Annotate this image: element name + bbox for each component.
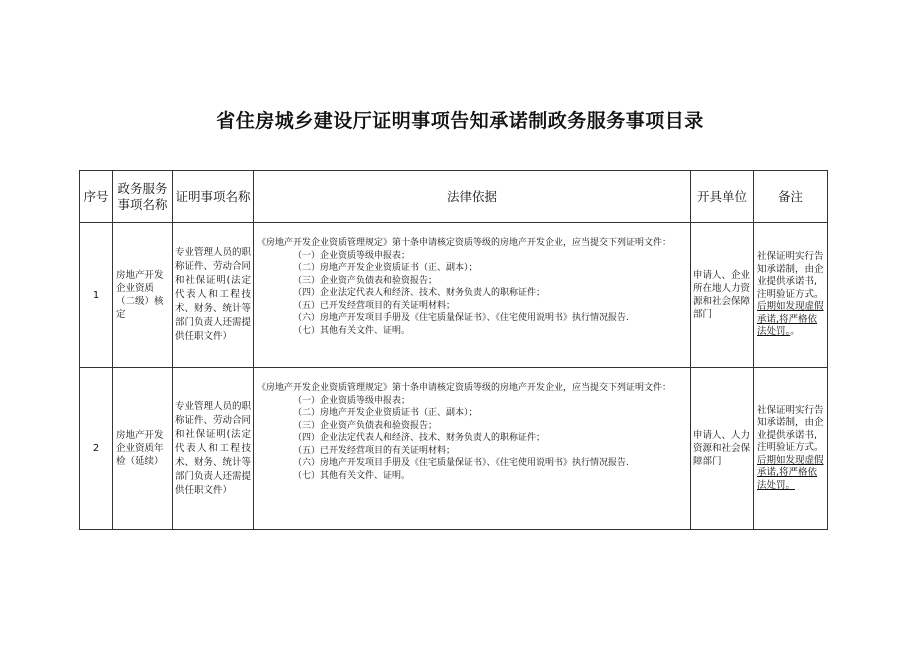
- remark-text: 社保证明实行告知承诺制，由企业提供承诺书,注明验证方式。: [757, 404, 824, 454]
- header-basis: 法律依据: [254, 171, 691, 223]
- basis-main-text: 《房地产开发企业资质管理规定》第十条申请核定资质等级的房地产开发企业，应当提交下列证明文件：: [257, 238, 672, 248]
- basis-list-item: （三）企业资产负债表和验资报告；: [293, 420, 438, 431]
- basis-list-item: （一）企业资质等级申报表；: [293, 395, 411, 406]
- basis-list-item: （二）房地产开发企业资质证书（正、副本）；: [293, 408, 478, 418]
- certificate-item: 专业管理人员的职称证件、劳动合同和社保证明(法定代表人和工程技术、财务、统计等部门负责人还需提供任职文件）: [173, 223, 254, 368]
- service-catalog-table: [79, 170, 828, 530]
- legal-basis: [254, 223, 691, 368]
- remark-underlined-text: 后期如发现虚假承诺,将严格依法处罚。: [757, 454, 824, 491]
- service-name: 房地产开发企业资质年检（延续）: [113, 368, 173, 530]
- remark: [754, 223, 828, 368]
- basis-list-item: （七）其他有关文件、证明。: [293, 470, 411, 481]
- basis-list-item: （五）已开发经营项目的有关证明材料；: [293, 300, 456, 311]
- document-title: 省住房城乡建设厅证明事项告知承诺制政务服务事项目录: [216, 110, 704, 132]
- basis-list-item: （六）房地产开发项目手册及《住宅质量保证书》、《住宅使用说明书》执行情况报告.: [293, 313, 629, 323]
- basis-main-text: 《房地产开发企业资质管理规定》第十条申请核定资质等级的房地产开发企业，应当提交下列证明文件：: [257, 383, 672, 393]
- basis-list-item: （五）已开发经营项目的有关证明材料；: [293, 445, 456, 456]
- basis-list-item: （三）企业资产负债表和验资报告；: [293, 275, 438, 286]
- header-index: 序号: [80, 171, 113, 223]
- header-issuer: 开具单位: [691, 171, 754, 223]
- basis-list-item: （四）企业法定代表人和经济、技术、财务负责人的职称证件；: [293, 288, 546, 298]
- remark-text: 社保证明实行告知承诺制，由企业提供承诺书,注明验证方式。: [757, 251, 824, 300]
- basis-list-item: （四）企业法定代表人和经济、技术、财务负责人的职称证件；: [293, 433, 546, 443]
- row-index: 2: [80, 368, 113, 530]
- service-name: 房地产开发企业资质（二级）核定: [113, 223, 173, 368]
- header-item: 证明事项名称: [173, 171, 254, 223]
- table-header-row: [80, 171, 828, 223]
- basis-list-item: （一）企业资质等级申报表；: [293, 250, 411, 261]
- remark-underlined-text: 后期如发现虚假承诺,将严格依法处罚。: [757, 301, 824, 338]
- certificate-item: 专业管理人员的职称证件、劳动合同和社保证明(法定代表人和工程技术、财务、统计等部门负责人还需提供任职文件）: [173, 368, 254, 530]
- table-row: [80, 223, 828, 368]
- header-service: 政务服务事项名称: [113, 171, 173, 223]
- basis-list-item: （六）房地产开发项目手册及《住宅质量保证书》、《住宅使用说明书》执行情况报告.: [293, 458, 629, 468]
- table-row: [80, 368, 828, 530]
- issuing-unit: 申请人、人力资源和社会保障部门: [691, 368, 754, 530]
- remark: [754, 368, 828, 530]
- issuing-unit: 申请人、企业所在地人力资源和社会保障部门: [691, 223, 754, 368]
- header-remark: 备注: [754, 171, 828, 223]
- basis-list-item: （二）房地产开发企业资质证书（正、副本）；: [293, 263, 478, 273]
- legal-basis: [254, 368, 691, 530]
- basis-list-item: （七）其他有关文件、证明。: [293, 325, 411, 336]
- row-index: 1: [80, 223, 113, 368]
- remark-tail: 。: [790, 326, 800, 338]
